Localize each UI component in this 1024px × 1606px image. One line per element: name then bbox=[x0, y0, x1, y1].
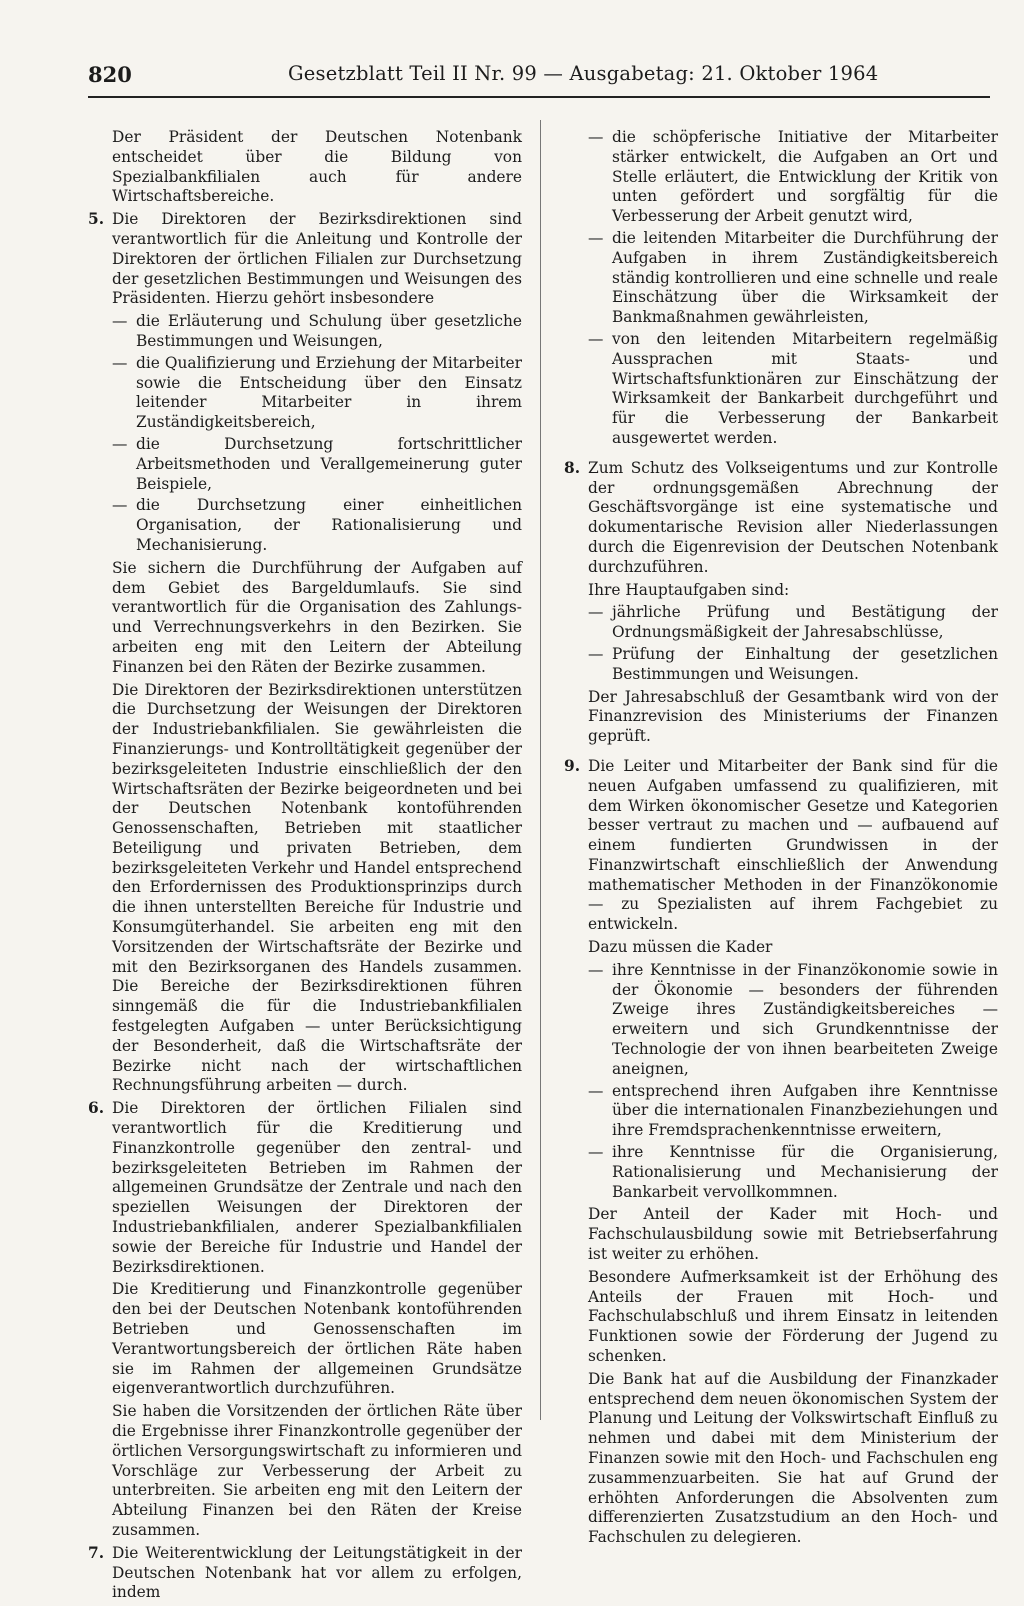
section-5 bbox=[88, 210, 522, 309]
list-item: — die Durchsetzung einer einheitlichen Organisation, der Rationalisierung und Mechanisierung. bbox=[112, 496, 522, 555]
section-text: Die Weiterentwicklung der Leitungstätigkeit in der Deutschen Notenbank hat vor allem zu erfolgen, indem bbox=[112, 1543, 522, 1602]
section-6 bbox=[88, 1099, 522, 1277]
page-number: 820 bbox=[88, 62, 132, 87]
section-text: Die Direktoren der örtlichen Filialen sind verantwortlich für die Kreditierung und Finanzkontrolle gegenüber den zentral- und bezirksgeleiteten Betrieben im Rahmen der allgemeinen Grundsätze der Zentrale und nach den speziellen Weisungen der Direktoren der Industriebankfilialen, anderer Spezialbankfilialen sowie der Bereiche für Industrie und Handel der Bezirksdirektionen. bbox=[112, 1099, 522, 1276]
list-item: — Prüfung der Einhaltung der gesetzlichen Bestimmungen und Weisungen. bbox=[588, 645, 998, 685]
header-title: Gesetzblatt Teil II Nr. 99 — Ausgabetag: 21. Oktober 1964 bbox=[288, 62, 879, 85]
section-8-list bbox=[588, 603, 998, 684]
section-number: 7. bbox=[88, 1543, 105, 1562]
list-item: — ihre Kenntnisse in der Finanzökonomie sowie in der Ökonomie — besonders der führenden Zweige ihres Zuständigkeitsbereiches — erweitern und sich Grundkenntnisse der Technologie der von ihnen bearbeiteten Zweige aneignen, bbox=[588, 961, 998, 1080]
list-item: — entsprechend ihren Aufgaben ihre Kenntnisse über die internationalen Finanzbeziehungen und ihre Fremdsprachenkenntnisse erweitern, bbox=[588, 1082, 998, 1141]
section-number: 6. bbox=[88, 1099, 105, 1118]
left-column bbox=[88, 128, 522, 1606]
list-lead: Dazu müssen die Kader bbox=[588, 938, 773, 957]
paragraph: Der Anteil der Kader mit Hoch- und Fachschulausbildung sowie mit Betriebserfahrung ist weiter zu erhöhen. bbox=[588, 1205, 998, 1264]
paragraph: Die Kreditierung und Finanzkontrolle gegenüber den bei der Deutschen Notenbank kontoführenden Betrieben und Genossenschaften im Verantwortungsbereich der örtlichen Räte haben sie im Rahmen der allgemeinen Grundsätze eigenverantwortlich durchzuführen. bbox=[112, 1280, 522, 1398]
section-number: 5. bbox=[88, 210, 105, 229]
column-divider bbox=[540, 120, 541, 1420]
paragraph: Sie sichern die Durchführung der Aufgaben auf dem Gebiet des Bargeldumlaufs. Sie sind verantwortlich für die Organisation des Zahlungs- und Verrechnungsverkehrs in den Bezirken. Sie arbeiten eng mit den Leitern der Abteilung Finanzen bei den Räten der Bezirke zusammen. bbox=[112, 558, 522, 676]
paragraph: Die Direktoren der Bezirksdirektionen unterstützen die Durchsetzung der Weisungen der Direktoren der Industriebankfilialen. Sie gewährleisten die Finanzierungs- und Kontrolltätigkeit gegenüber der bezirksgeleiteten Industrie einschließlich der den Wirtschaftsräten der Bezirke beigeordneten und bei der Deutschen Notenbank kontoführenden Genossenschaften, Betrieben mit staatlicher Beteiligung und privaten Betrieben, dem bezirksgeleiteten Verkehr und Handel entsprechend den Erfordernissen des Produktionsprinzips durch die ihnen unterstellten Bereiche für Industrie und Konsumgüterhandel. Sie arbeiten eng mit den Vorsitzenden der Wirtschaftsräte der Bezirke und mit den Bezirksorganen des Handels zusammen. Die Bereiche der Bezirksdirektionen führen sinngemäß die für die Industriebankfilialen festgelegten Aufgaben — unter Berücksichtigung der Besonderheit, daß die Wirtschaftsräte der Bezirke nicht nach der wirtschaftlichen Rechnungsführung arbeiten — durch. bbox=[112, 680, 522, 1095]
paragraph: Die Bank hat auf die Ausbildung der Finanzkader entsprechend dem neuen ökonomischen System der Planung und Leitung der Volkswirtschaft Einfluß zu nehmen und dabei mit dem Ministerium der Finanzen sowie mit den Hoch- und Fachschulen eng zusammenzuarbeiten. Sie hat auf Grund der erhöhten Anforderungen die Absolventen zum differenzierten Zusatzstudium an den Hoch- und Fachschulen zu delegieren. bbox=[588, 1369, 998, 1547]
list-lead: Ihre Hauptaufgaben sind: bbox=[588, 580, 790, 599]
section-7 bbox=[88, 1543, 522, 1603]
section-9-list bbox=[588, 961, 998, 1203]
list-item: — ihre Kenntnisse für die Organisierung, Rationalisierung und Mechanisierung der Bankarbeit vervollkommnen. bbox=[588, 1143, 998, 1202]
section-number: 9. bbox=[564, 756, 581, 775]
list-item: — die Durchsetzung fortschrittlicher Arbeitsmethoden und Verallgemeinerung guter Beispiele, bbox=[112, 435, 522, 494]
page-header bbox=[88, 62, 990, 98]
section-8 bbox=[564, 458, 998, 578]
section-5-list bbox=[112, 312, 522, 556]
paragraph: Sie haben die Vorsitzenden der örtlichen Räte über die Ergebnisse ihrer Finanzkontrolle gegenüber der örtlichen Versorgungswirtschaft zu informieren und Vorschläge zur Verbesserung der Arbeit zu unterbreiten. Sie arbeiten eng mit den Leitern der Abteilung Finanzen bei den Räten der Kreise zusammen. bbox=[112, 1402, 522, 1539]
list-item: — die Qualifizierung und Erziehung der Mitarbeiter sowie die Entscheidung über den Einsatz leitender Mitarbeiter in ihrem Zuständigkeitsbereich, bbox=[112, 354, 522, 433]
intro-paragraph: Der Präsident der Deutschen Notenbank entscheidet über die Bildung von Spezialbankfilialen auch für andere Wirtschaftsbereiche. bbox=[112, 128, 522, 206]
section-text: Die Direktoren der Bezirksdirektionen sind verantwortlich für die Anleitung und Kontrolle der Direktoren der örtlichen Filialen zur Durchsetzung der gesetzlichen Bestimmungen und Weisungen des Präsidenten. Hierzu gehört insbesondere bbox=[112, 210, 522, 308]
list-item: — die leitenden Mitarbeiter die Durchführung der Aufgaben in ihrem Zuständigkeitsbereich ständig kontrollieren und eine schnelle und reale Einschätzung über die Wirksamkeit der Bankmaßnahmen gewährleisten, bbox=[588, 229, 998, 328]
section-number: 8. bbox=[564, 458, 581, 477]
section-text: Zum Schutz des Volkseigentums und zur Kontrolle der ordnungsgemäßen Abrechnung der Geschäftsvorgänge ist eine systematische und dokumentarische Revision aller Niederlassungen durch die Eigenrevision der Deutschen Notenbank durchzuführen. bbox=[588, 458, 998, 576]
list-item: — von den leitenden Mitarbeitern regelmäßig Aussprachen mit Staats- und Wirtschaftsfunktionären zur Einschätzung der Wirksamkeit der Bankarbeit durchgeführt und für die Verbesserung der Bankarbeit ausgewertet werden. bbox=[588, 330, 998, 449]
paragraph: Der Jahresabschluß der Gesamtbank wird von der Finanzrevision des Ministeriums der Finanzen geprüft. bbox=[588, 687, 998, 746]
section-text: Die Leiter und Mitarbeiter der Bank sind für die neuen Aufgaben umfassend zu qualifizieren, mit dem Wirken ökonomischer Gesetze und Kategorien besser vertraut zu machen und — aufbauend auf einem fundierten Grundwissen in der Finanzwirtschaft einschließlich der Anwendung mathematischer Methoden in der Finanzökonomie — zu Spezialisten auf ihrem Fachgebiet zu entwickeln. bbox=[588, 756, 998, 934]
section-9 bbox=[564, 756, 998, 935]
section-7-list bbox=[588, 128, 998, 449]
right-column bbox=[564, 128, 998, 1551]
list-item: — die schöpferische Initiative der Mitarbeiter stärker entwickelt, die Aufgaben an Ort und Stelle erläutert, die Entwicklung der Kritik von unten gefördert und sorgfältig für die Verbesserung der Arbeit genutzt wird, bbox=[588, 128, 998, 227]
paragraph: Besondere Aufmerksamkeit ist der Erhöhung des Anteils der Frauen mit Hoch- und Fachschulabschluß und ihrem Einsatz in leitenden Funktionen sowie der Förderung der Jugend zu schenken. bbox=[588, 1267, 998, 1366]
list-item: — jährliche Prüfung und Bestätigung der Ordnungsmäßigkeit der Jahresabschlüsse, bbox=[588, 603, 998, 643]
list-item: — die Erläuterung und Schulung über gesetzliche Bestimmungen und Weisungen, bbox=[112, 312, 522, 352]
